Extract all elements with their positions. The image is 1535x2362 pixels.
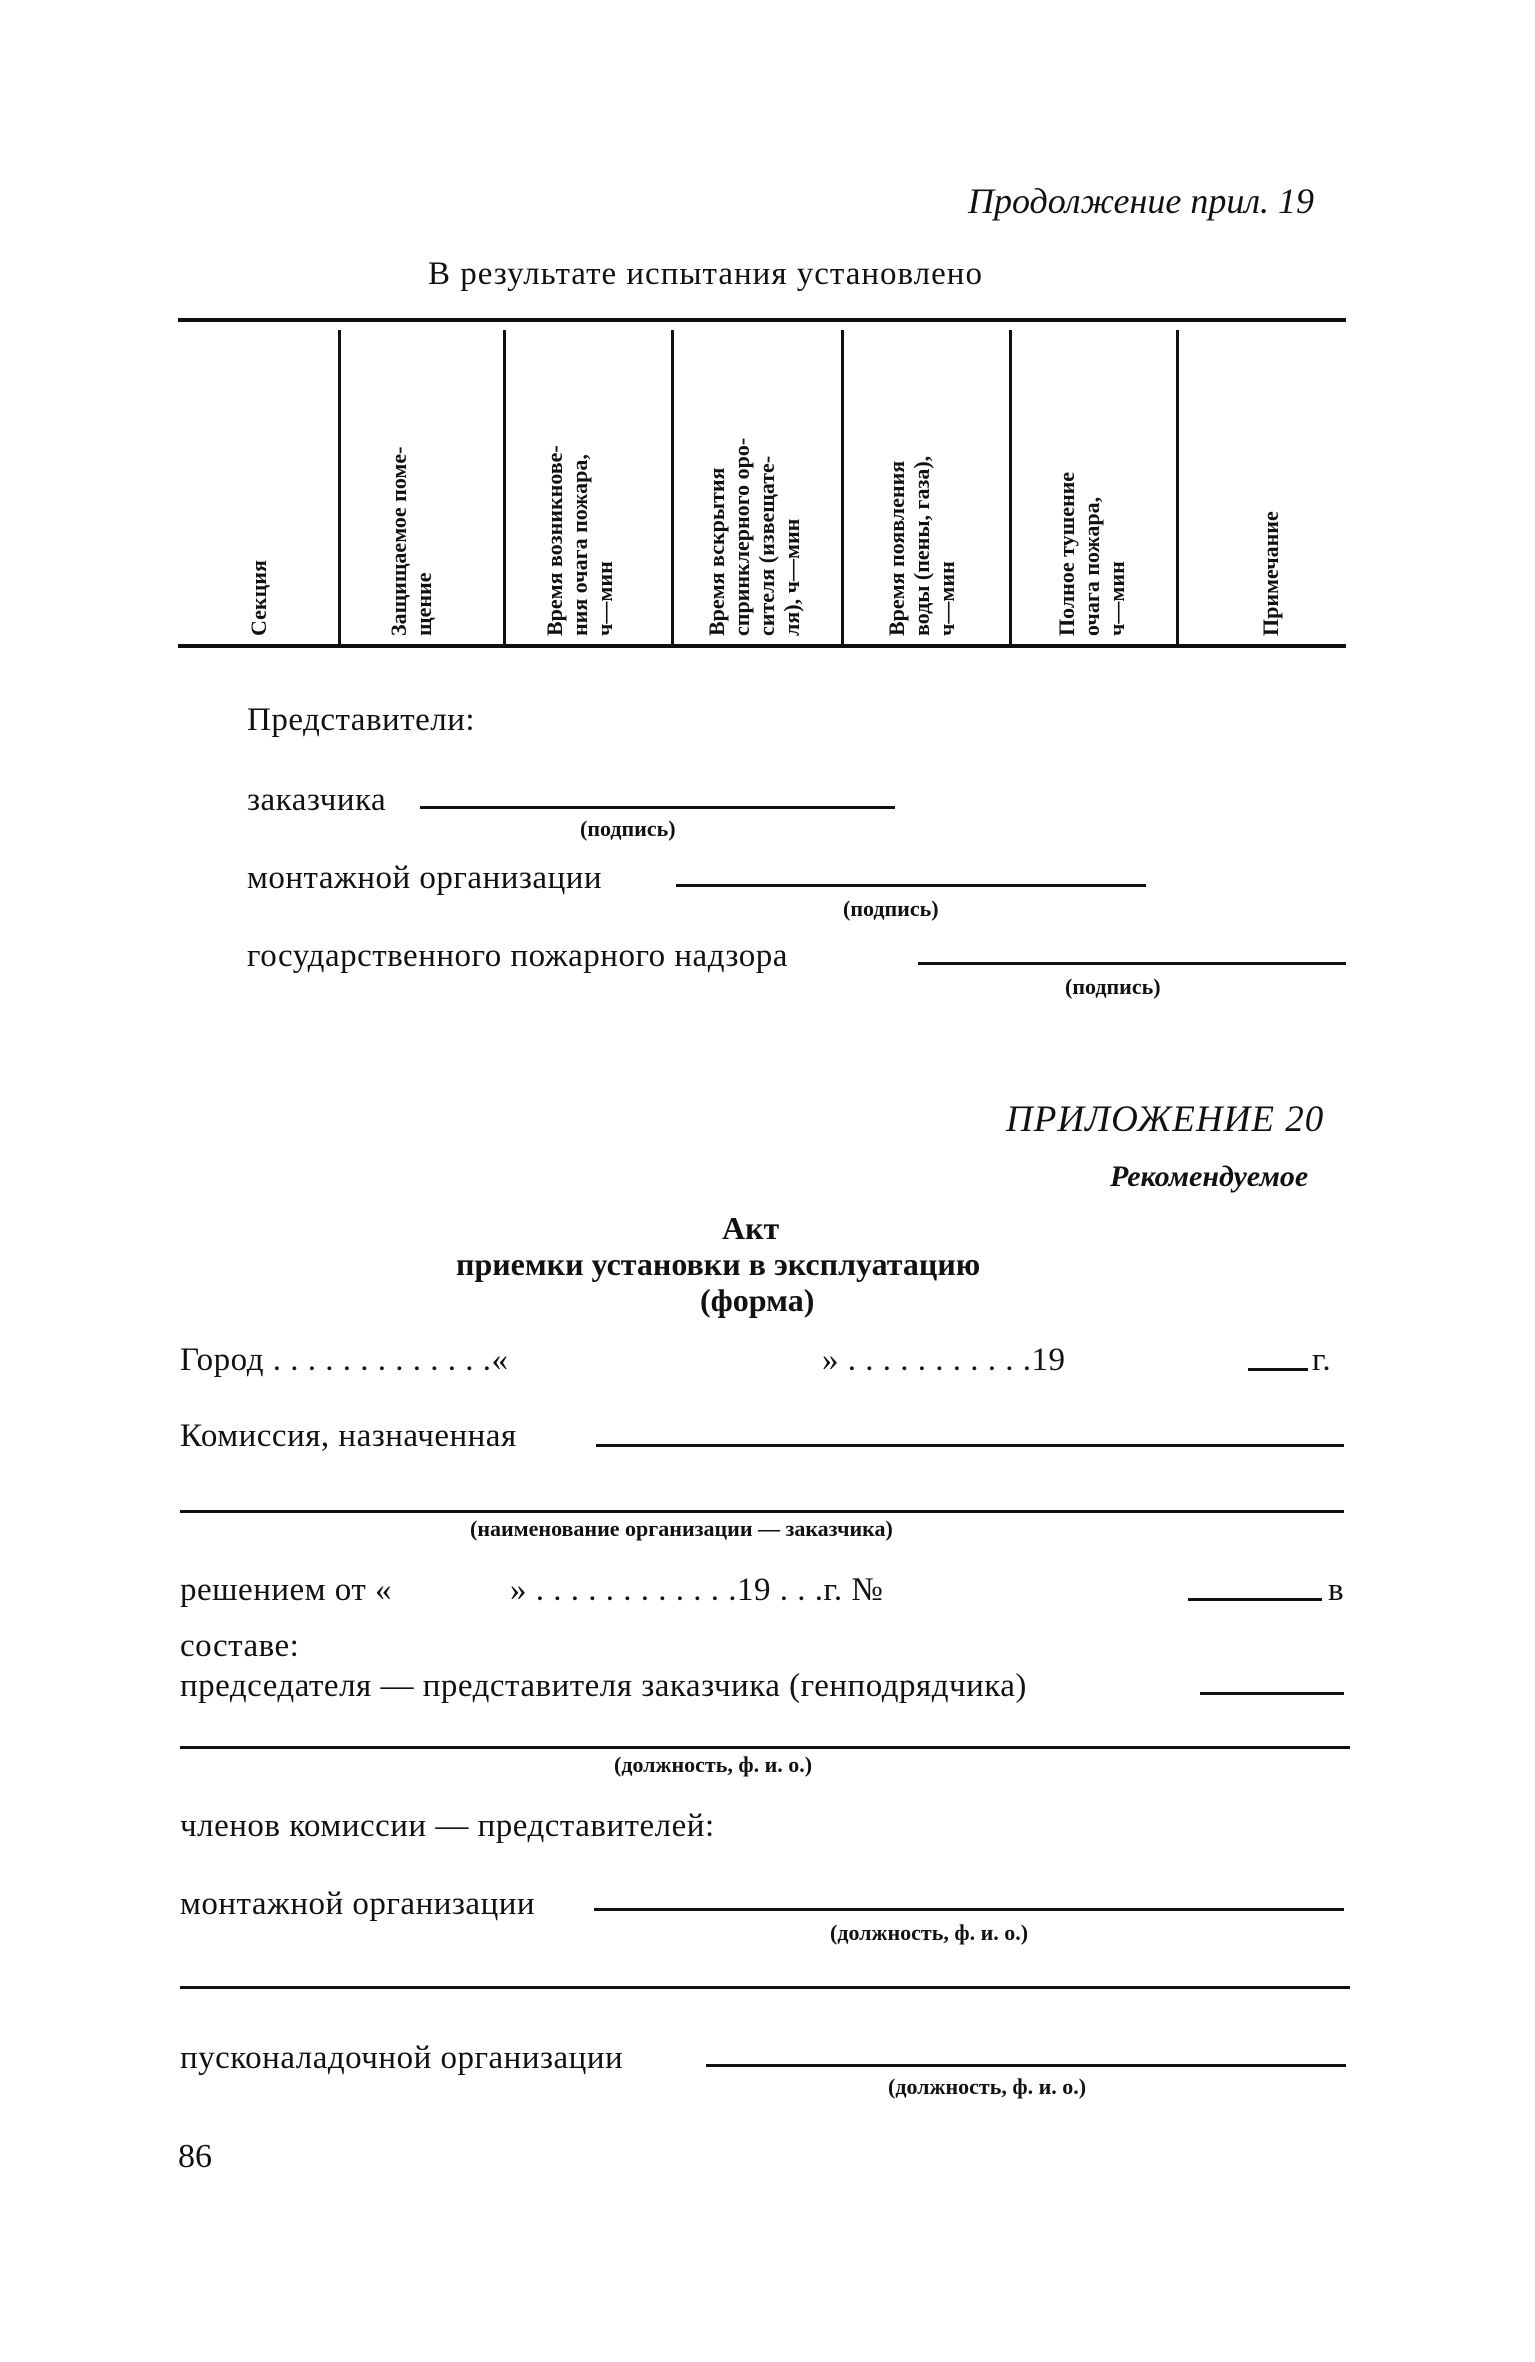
- state-fire-signature-line: [918, 962, 1346, 965]
- customer-label: заказчика: [247, 782, 387, 818]
- column-header-note: Примечание: [1258, 511, 1283, 636]
- column-header-section: Секция: [246, 560, 271, 636]
- chairman-position-line: [180, 1746, 1350, 1749]
- column-divider: [671, 330, 674, 646]
- result-table: [178, 318, 1346, 650]
- representatives-title: Представители:: [247, 702, 476, 738]
- chairman-position-caption: (должность, ф. и. о.): [614, 1752, 813, 1777]
- column-header-full-extinguish-time: Полное тушение очага пожара, ч—мин: [1054, 471, 1129, 636]
- commissioning-caption: (должность, ф. и. о.): [888, 2074, 1087, 2099]
- test-result-heading: В результате испытания установлено: [428, 256, 983, 292]
- column-divider: [841, 330, 844, 646]
- column-divider: [338, 330, 341, 646]
- column-header-water-appearance-time: Время появления воды (пены, газа), ч—мин: [884, 455, 959, 636]
- chairman-line: [1200, 1692, 1344, 1695]
- organization-line: [180, 1510, 1344, 1513]
- installer-member-line: [594, 1908, 1344, 1911]
- column-divider: [1176, 330, 1179, 646]
- installer-member-label: монтажной организации: [180, 1886, 536, 1922]
- commissioning-label: пусконаладочной организации: [180, 2040, 624, 2076]
- appendix-subtitle: Рекомендуемое: [1110, 1160, 1309, 1193]
- customer-signature-line: [420, 806, 895, 809]
- year-suffix: г.: [1312, 1342, 1332, 1378]
- column-divider: [503, 330, 506, 646]
- city-field-label: Город . . . . . . . . . . . . .«: [180, 1342, 509, 1378]
- decision-date-label: » . . . . . . . . . . . .19 . . .г. №: [510, 1572, 884, 1608]
- decision-label: решением от «: [180, 1572, 393, 1608]
- act-form-label: (форма): [700, 1282, 815, 1318]
- column-header-fire-start-time: Время возникнове- ния очага пожара, ч—мин: [542, 445, 617, 636]
- decision-number-line: [1188, 1598, 1322, 1601]
- members-label: членов комиссии — представителей:: [180, 1808, 715, 1844]
- continuation-label: Продолжение прил. 19: [968, 181, 1315, 221]
- state-fire-signature-caption: (подпись): [1065, 974, 1161, 999]
- column-divider: [1009, 330, 1012, 646]
- table-bottom-rule: [178, 644, 1346, 648]
- column-header-protected-room: Защищаемое поме- щение: [386, 446, 436, 636]
- installer-rep-signature-caption: (подпись): [843, 896, 939, 921]
- appendix-title: ПРИЛОЖЕНИЕ 20: [1006, 1099, 1325, 1140]
- additional-member-line: [180, 1986, 1350, 1989]
- commission-label: Комиссия, назначенная: [180, 1418, 517, 1454]
- commission-line: [596, 1444, 1344, 1447]
- chairman-label: председателя — представителя заказчика (генподрядчика): [180, 1668, 1027, 1704]
- organization-caption: (наименование организации — заказчика): [470, 1516, 893, 1541]
- city-date-label: » . . . . . . . . . . .19: [822, 1342, 1066, 1378]
- page-number: 86: [178, 2138, 212, 2175]
- installer-rep-signature-line: [676, 884, 1146, 887]
- table-top-rule: [178, 318, 1346, 322]
- composition-label: составе:: [180, 1628, 300, 1664]
- decision-in-label: в: [1328, 1572, 1345, 1608]
- year-blank-line: [1248, 1368, 1308, 1371]
- installer-member-caption: (должность, ф. и. о.): [830, 1920, 1029, 1945]
- act-title: Акт: [722, 1210, 780, 1246]
- state-fire-label: государственного пожарного надзора: [247, 938, 788, 974]
- installer-rep-label: монтажной организации: [247, 860, 603, 896]
- column-header-sprinkler-open-time: Время вскрытия спринклерного оро- сителя (извещате- ля), ч—мин: [704, 437, 804, 636]
- act-subtitle: приемки установки в эксплуатацию: [456, 1246, 981, 1282]
- commissioning-line: [706, 2064, 1346, 2067]
- customer-signature-caption: (подпись): [580, 816, 676, 841]
